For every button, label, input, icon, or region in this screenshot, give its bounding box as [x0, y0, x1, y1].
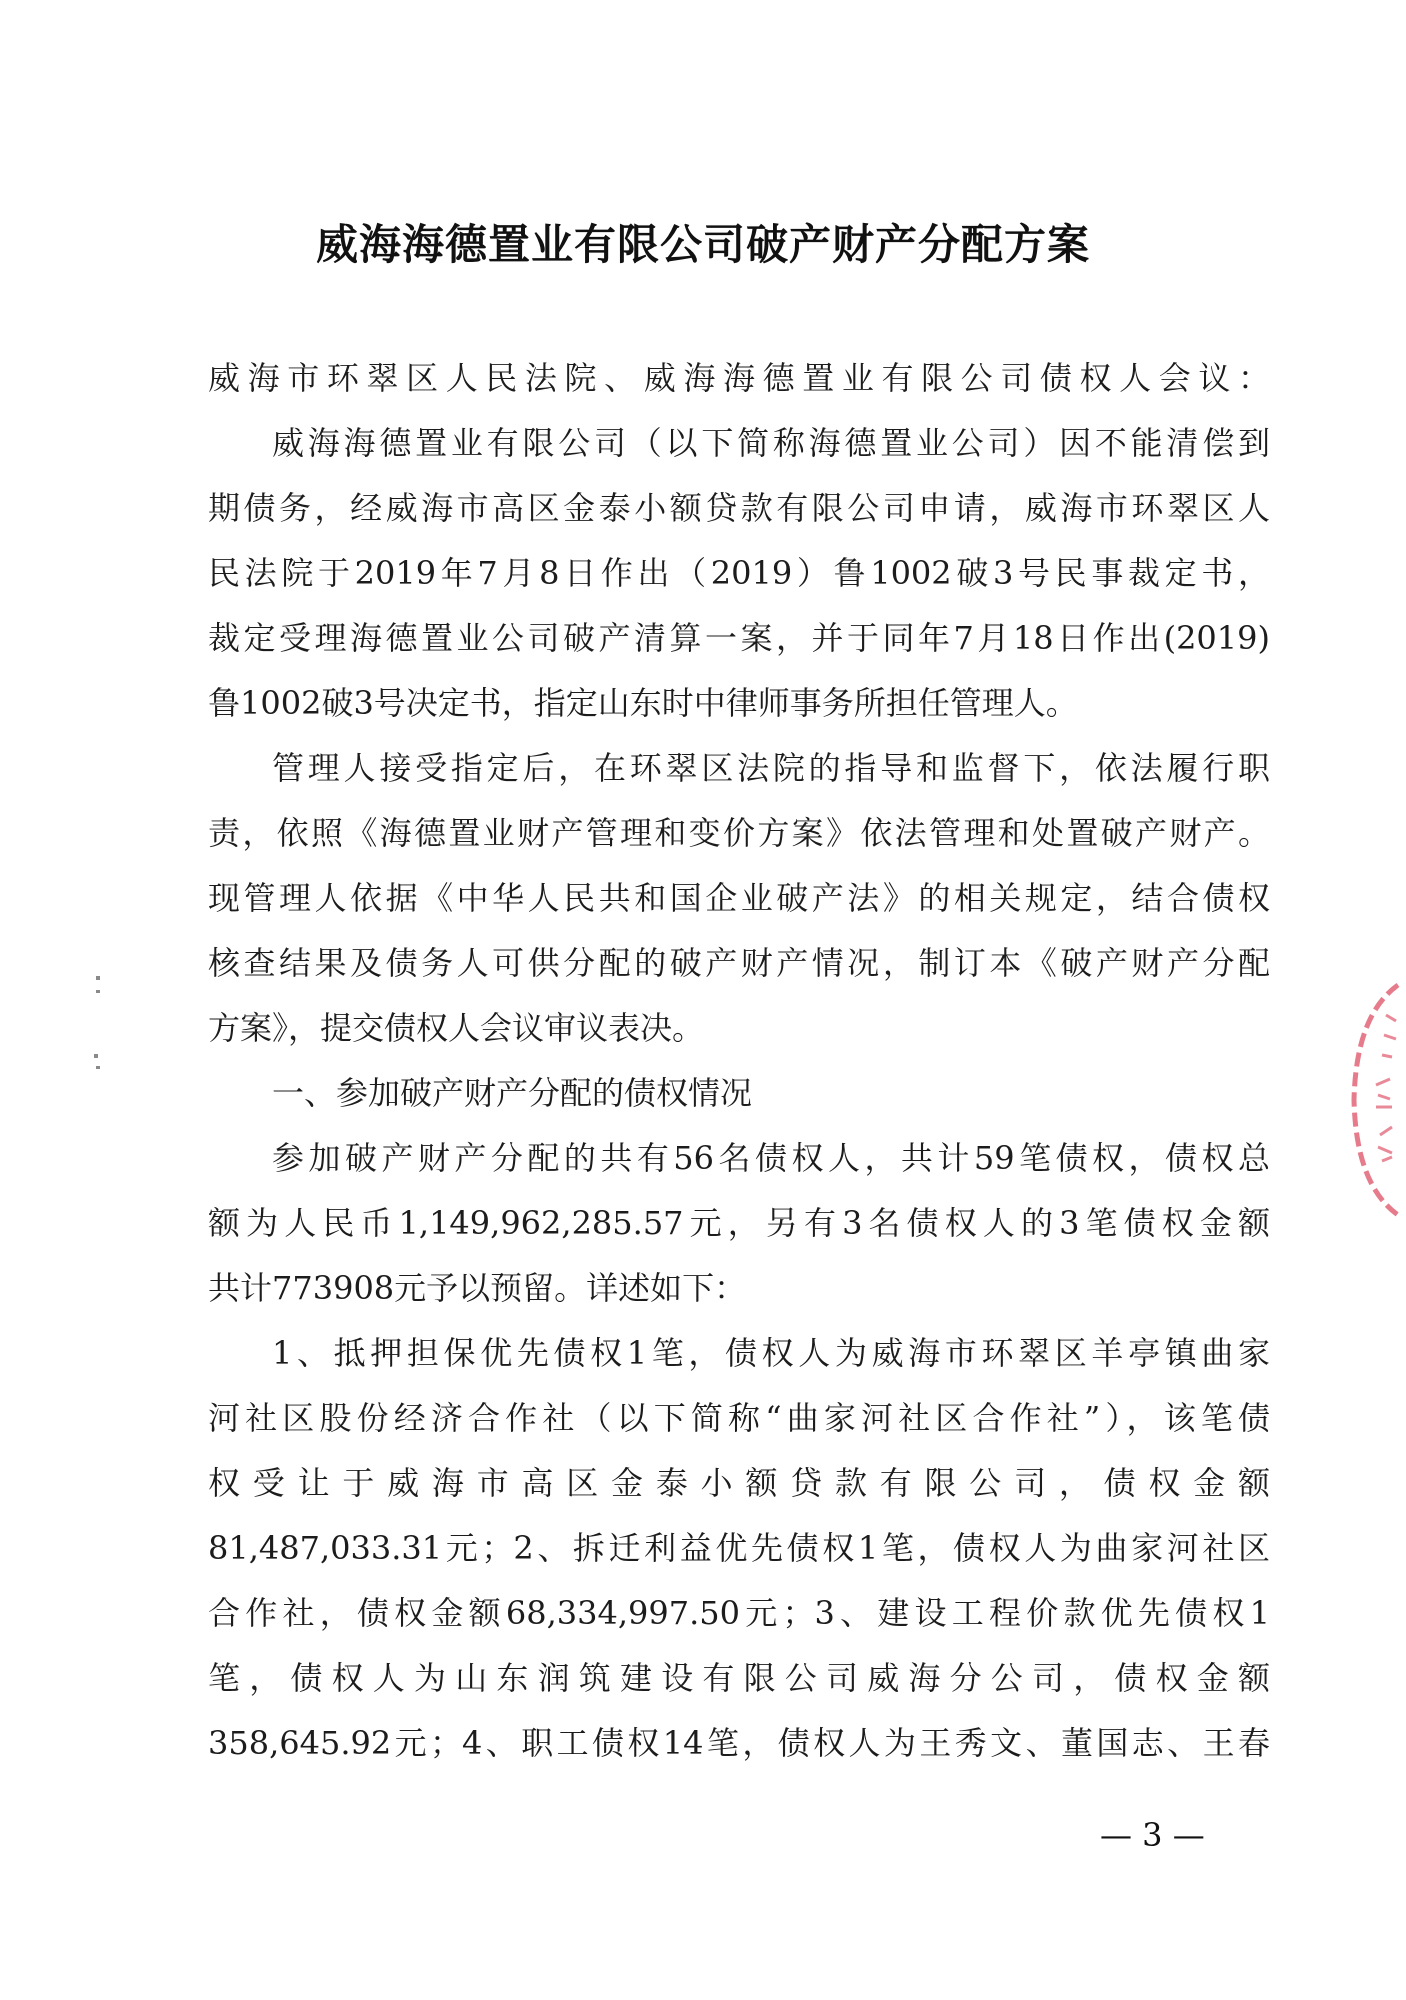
- paragraph-line: 方案》，提交债权人会议审议表决。: [208, 1009, 705, 1047]
- paragraph-line: 合作社，债权金额68,334,997.50元；3、建设工程价款优先债权1: [208, 1594, 1270, 1632]
- document-body: [208, 346, 1270, 1776]
- salutation-line: 威海市环翠区人民法院、威海海德置业有限公司债权人会议：: [208, 359, 1270, 397]
- paragraph-line: 裁定受理海德置业公司破产清算一案，并于同年7月18日作出(2019): [208, 619, 1270, 657]
- paragraph-line: 核查结果及债务人可供分配的破产财产情况，制订本《破产财产分配: [208, 944, 1270, 982]
- paragraph-line: 358,645.92元；4、职工债权14笔，债权人为王秀文、董国志、王春: [208, 1724, 1270, 1762]
- paragraph-line: 现管理人依据《中华人民共和国企业破产法》的相关规定，结合债权: [208, 879, 1270, 917]
- paragraph-line: 河社区股份经济合作社（以下简称“曲家河社区合作社”），该笔债: [208, 1399, 1270, 1437]
- paragraph-line: 期债务，经威海市高区金泰小额贷款有限公司申请，威海市环翠区人: [208, 489, 1270, 527]
- section-heading: 一、参加破产财产分配的债权情况: [272, 1074, 753, 1112]
- paragraph-line: 共计773908元予以预留。详述如下：: [208, 1269, 747, 1307]
- paragraph-line: 笔，债权人为山东润筑建设有限公司威海分公司，债权金额: [208, 1659, 1270, 1697]
- paragraph-line: 管理人接受指定后，在环翠区法院的指导和监督下，依法履行职: [272, 749, 1270, 787]
- scan-mark: [94, 1054, 98, 1058]
- document-title: 威海海德置业有限公司破产财产分配方案: [315, 220, 1090, 269]
- paragraph-line: 责，依照《海德置业财产管理和变价方案》依法管理和处置破产财产。: [208, 814, 1270, 852]
- scan-mark: [96, 990, 100, 993]
- paragraph-line: 权受让于威海市高区金泰小额贷款有限公司，债权金额: [208, 1464, 1270, 1502]
- paragraph-line: 民法院于2019年7月8日作出（2019）鲁1002破3号民事裁定书，: [208, 554, 1270, 592]
- paragraph-line: 额为人民币1,149,962,285.57元，另有3名债权人的3笔债权金额: [208, 1204, 1270, 1242]
- paragraph-line: 鲁1002破3号决定书，指定山东时中律师事务所担任管理人。: [208, 684, 1078, 722]
- paragraph-line: 参加破产财产分配的共有56名债权人，共计59笔债权，债权总: [272, 1139, 1270, 1177]
- paragraph-line: 威海海德置业有限公司（以下简称海德置业公司）因不能清偿到: [272, 424, 1270, 462]
- paragraph-line: 81,487,033.31元；2、拆迁利益优先债权1笔，债权人为曲家河社区: [208, 1529, 1270, 1567]
- scan-mark: [96, 1066, 100, 1069]
- page-number: — 3 —: [1100, 1816, 1205, 1854]
- paragraph-line: 1、抵押担保优先债权1笔，债权人为威海市环翠区羊亭镇曲家: [272, 1334, 1270, 1372]
- scan-mark: [96, 976, 100, 980]
- seal-stamp-icon: [1336, 975, 1406, 1225]
